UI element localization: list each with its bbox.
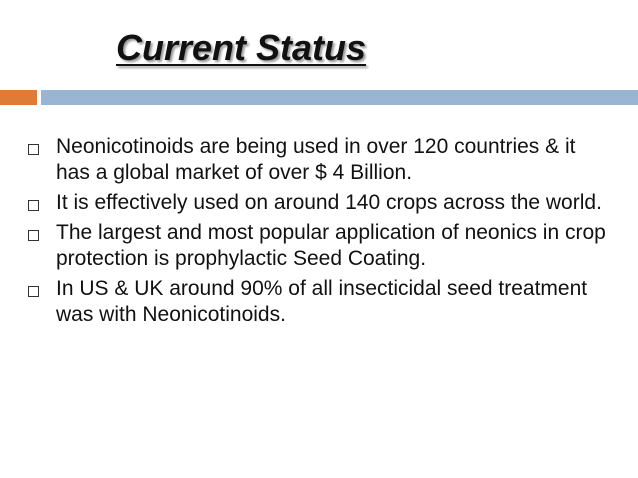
bullet-text: Neonicotinoids are being used in over 120 countries & it has a global market of over $ 4 Billion. [56,135,576,184]
square-bullet-icon [28,144,39,155]
title-accent-bar-orange [0,90,37,105]
square-bullet-icon [28,230,39,241]
bullet-item [24,220,614,272]
bullet-text: It is effectively used on around 140 crops across the world. [56,191,602,214]
slide-title: Current Status [116,27,367,68]
bullet-item [24,134,614,186]
square-bullet-icon [28,286,39,297]
bullet-text: In US & UK around 90% of all insecticidal seed treatment was with Neonicotinoids. [56,277,588,326]
bullet-item [24,190,614,216]
bullet-item [24,276,614,328]
bullet-list [24,134,614,332]
square-bullet-icon [28,200,39,211]
bullet-text: The largest and most popular application of neonics in crop protection is prophylactic Seed Coating. [56,221,606,270]
title-accent-bar-blue [41,90,638,105]
